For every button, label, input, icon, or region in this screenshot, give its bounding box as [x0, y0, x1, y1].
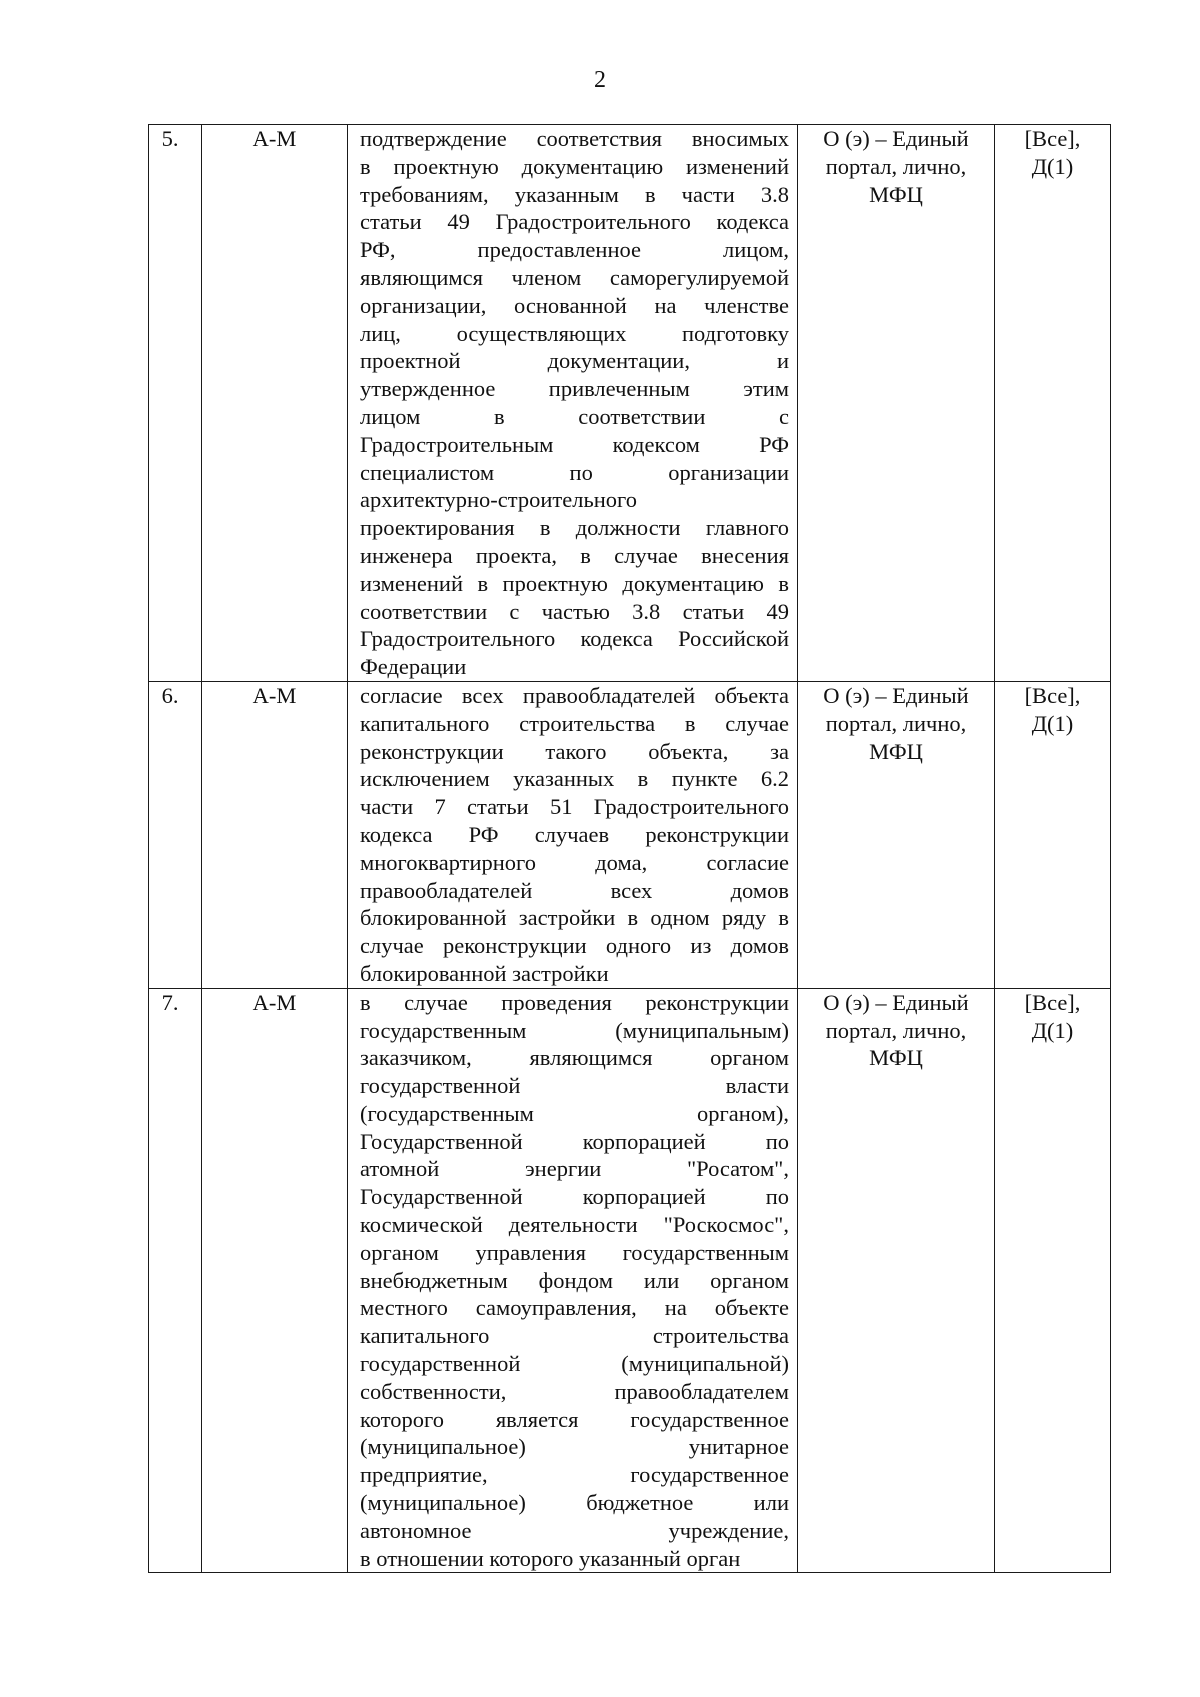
description-line: исключением указанных в пункте 6.2: [360, 766, 789, 792]
row-number: 5.: [149, 125, 202, 682]
description-line: статьи 49 Градостроительного кодекса: [360, 209, 789, 235]
row-submission-method: [798, 988, 995, 1573]
table-row: [149, 681, 1111, 988]
description-line: случае реконструкции одного из домов: [360, 933, 789, 959]
row-applicability: [995, 125, 1111, 682]
description-line: кодекса РФ случаев реконструкции: [360, 821, 789, 847]
description-line: капитального строительства в случае: [360, 710, 789, 736]
description-line: Федерации: [360, 654, 467, 680]
row-submission-method: [798, 125, 995, 682]
row-code: А-М: [202, 988, 348, 1573]
row-submission-method: [798, 681, 995, 988]
applicability-line: Д(1): [1031, 153, 1074, 179]
description-line: многоквартирного дома, согласие: [360, 849, 789, 875]
description-line: архитектурно-строительного: [360, 487, 637, 513]
description-line: проектной документации, и: [360, 348, 789, 374]
description-line: автономное учреждение,: [360, 1517, 789, 1543]
page-number: 2: [594, 67, 606, 93]
description-line: требованиям, указанным в части 3.8: [360, 181, 789, 207]
description-line: инженера проекта, в случае внесения: [360, 542, 789, 568]
description-line: государственной власти: [360, 1073, 789, 1099]
submission-method-line: портал, лично,: [825, 153, 967, 179]
row-description: [348, 681, 798, 988]
description-line: Государственной корпорацией по: [360, 1184, 789, 1210]
applicability-line: Д(1): [1031, 1017, 1074, 1043]
description-line: капитального строительства: [360, 1323, 789, 1349]
table-body: [149, 125, 1111, 1573]
description-line: в проектную документацию изменений: [360, 153, 789, 179]
description-line: собственности, правообладателем: [360, 1378, 789, 1404]
description-line: согласие всех правообладателей объекта: [360, 682, 789, 708]
row-code: А-М: [202, 681, 348, 988]
description-line: блокированной застройки в одном ряду в: [360, 905, 789, 931]
description-line: Государственной корпорацией по: [360, 1128, 789, 1154]
description-line: являющимся членом саморегулируемой: [360, 264, 789, 290]
row-applicability: [995, 681, 1111, 988]
description-line: органом управления государственным: [360, 1239, 789, 1265]
applicability-line: [Все],: [1024, 126, 1081, 151]
description-line: в отношении которого указанный орган: [360, 1545, 741, 1571]
submission-method-line: МФЦ: [869, 738, 923, 764]
applicability-line: [Все],: [1024, 682, 1081, 708]
table-row: [149, 988, 1111, 1573]
description-line: в случае проведения реконструкции: [360, 989, 789, 1015]
row-number: 7.: [149, 988, 202, 1573]
submission-method-line: О (э) – Единый: [823, 682, 969, 708]
description-line: части 7 статьи 51 Градостроительного: [360, 794, 789, 820]
description-line: лицом в соответствии с: [360, 403, 789, 429]
description-line: (государственным органом),: [360, 1100, 789, 1126]
submission-method-line: О (э) – Единый: [823, 989, 969, 1015]
row-applicability: [995, 988, 1111, 1573]
document-table: [148, 124, 1111, 1573]
applicability-line: [Все],: [1024, 989, 1081, 1015]
submission-method-line: портал, лично,: [825, 710, 967, 736]
table-row: [149, 125, 1111, 682]
submission-method-line: О (э) – Единый: [823, 126, 969, 151]
description-line: внебюджетным фондом или органом: [360, 1267, 789, 1293]
row-description: [348, 988, 798, 1573]
description-line: космической деятельности "Роскосмос",: [360, 1212, 789, 1238]
description-line: специалистом по организации: [360, 459, 789, 485]
description-line: организации, основанной на членстве: [360, 292, 789, 318]
row-number: 6.: [149, 681, 202, 988]
row-description: [348, 125, 798, 682]
description-line: изменений в проектную документацию в: [360, 570, 789, 596]
description-line: РФ, предоставленное лицом,: [360, 237, 789, 263]
description-line: соответствии с частью 3.8 статьи 49: [360, 598, 789, 624]
description-line: государственным (муниципальным): [360, 1017, 789, 1043]
description-line: (муниципальное) бюджетное или: [360, 1490, 789, 1516]
description-line: лиц, осуществляющих подготовку: [360, 320, 789, 346]
submission-method-line: МФЦ: [869, 1045, 923, 1071]
description-line: правообладателей всех домов: [360, 877, 789, 903]
submission-method-line: портал, лично,: [825, 1017, 967, 1043]
description-line: утвержденное привлеченным этим: [360, 376, 789, 402]
description-line: атомной энергии "Росатом",: [360, 1156, 789, 1182]
description-line: проектирования в должности главного: [360, 515, 789, 541]
submission-method-line: МФЦ: [869, 181, 923, 207]
row-code: А-М: [202, 125, 348, 682]
description-line: Градостроительного кодекса Российской: [360, 626, 789, 652]
description-line: местного самоуправления, на объекте: [360, 1295, 789, 1321]
description-line: государственной (муниципальной): [360, 1351, 789, 1377]
description-line: которого является государственное: [360, 1406, 789, 1432]
description-line: (муниципальное) унитарное: [360, 1434, 789, 1460]
description-line: подтверждение соответствия вносимых: [360, 126, 789, 151]
description-line: блокированной застройки: [360, 960, 609, 986]
description-line: предприятие, государственное: [360, 1462, 789, 1488]
applicability-line: Д(1): [1031, 710, 1074, 736]
description-line: реконструкции такого объекта, за: [360, 738, 789, 764]
description-line: Градостроительным кодексом РФ: [360, 431, 789, 457]
description-line: заказчиком, являющимся органом: [360, 1045, 789, 1071]
